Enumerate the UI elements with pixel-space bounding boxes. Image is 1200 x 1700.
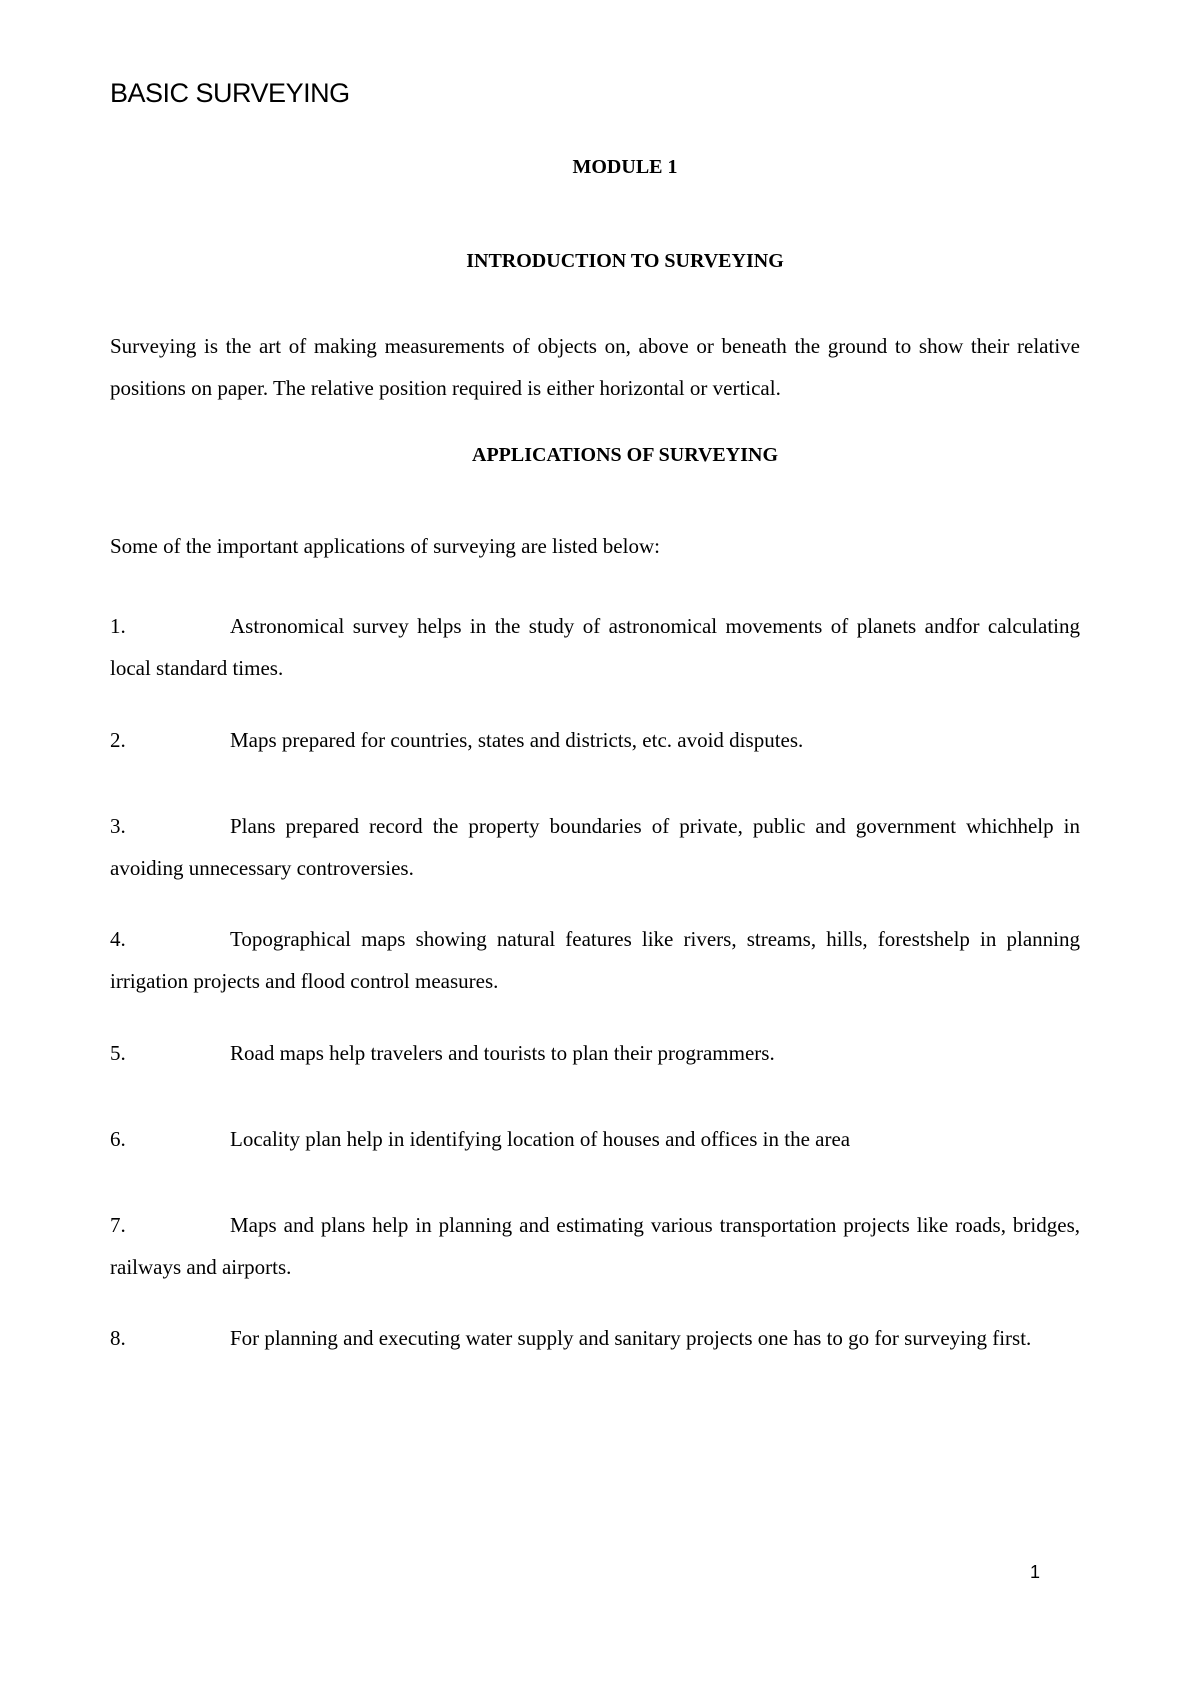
list-item-number: 2. bbox=[110, 728, 126, 752]
list-item-text: Maps and plans help in planning and estimating various transportation projects like roads, bridges, railways and airports. bbox=[110, 1213, 1080, 1279]
list-item-text: For planning and executing water supply and sanitary projects one has to go for surveying first. bbox=[230, 1326, 1032, 1350]
list-item-text: Road maps help travelers and tourists to plan their programmers. bbox=[230, 1041, 775, 1065]
list-item-number: 1. bbox=[110, 614, 126, 638]
list-item-text: Locality plan help in identifying location of houses and offices in the area bbox=[230, 1127, 851, 1151]
list-item-text: Topographical maps showing natural features like rivers, streams, hills, forestshelp in planning irrigation projects and flood control measures. bbox=[110, 927, 1080, 993]
list-item bbox=[110, 805, 1080, 889]
list-item bbox=[110, 1317, 1080, 1359]
list-item bbox=[110, 1118, 1080, 1160]
list-item-text: Maps prepared for countries, states and districts, etc. avoid disputes. bbox=[230, 728, 804, 752]
list-item bbox=[110, 1204, 1080, 1288]
intro-heading: INTRODUCTION TO SURVEYING bbox=[466, 250, 784, 272]
list-item bbox=[110, 918, 1080, 1002]
applications-heading: APPLICATIONS OF SURVEYING bbox=[472, 444, 778, 466]
list-item-number: 8. bbox=[110, 1326, 126, 1350]
list-item-number: 6. bbox=[110, 1127, 126, 1151]
list-item bbox=[110, 719, 1080, 761]
list-item-number: 3. bbox=[110, 814, 126, 838]
applications-lead: Some of the important applications of surveying are listed below: bbox=[110, 534, 660, 558]
list-item bbox=[110, 605, 1080, 689]
list-item-text: Plans prepared record the property boundaries of private, public and government whichhelp in avoiding unnecessary controversies. bbox=[110, 814, 1080, 880]
list-item-number: 7. bbox=[110, 1213, 126, 1237]
list-item-number: 4. bbox=[110, 927, 126, 951]
list-item-number: 5. bbox=[110, 1041, 126, 1065]
list-item bbox=[110, 1032, 1080, 1074]
list-item-text: Astronomical survey helps in the study of astronomical movements of planets andfor calculating local standard times. bbox=[110, 614, 1080, 680]
page-number: 1 bbox=[1030, 1562, 1041, 1582]
running-header: BASIC SURVEYING bbox=[110, 78, 350, 108]
intro-paragraph: Surveying is the art of making measurements of objects on, above or beneath the ground to show their relative positions on paper. The relative position required is either horizontal or vertical. bbox=[110, 334, 1080, 400]
module-label: MODULE 1 bbox=[572, 156, 678, 178]
